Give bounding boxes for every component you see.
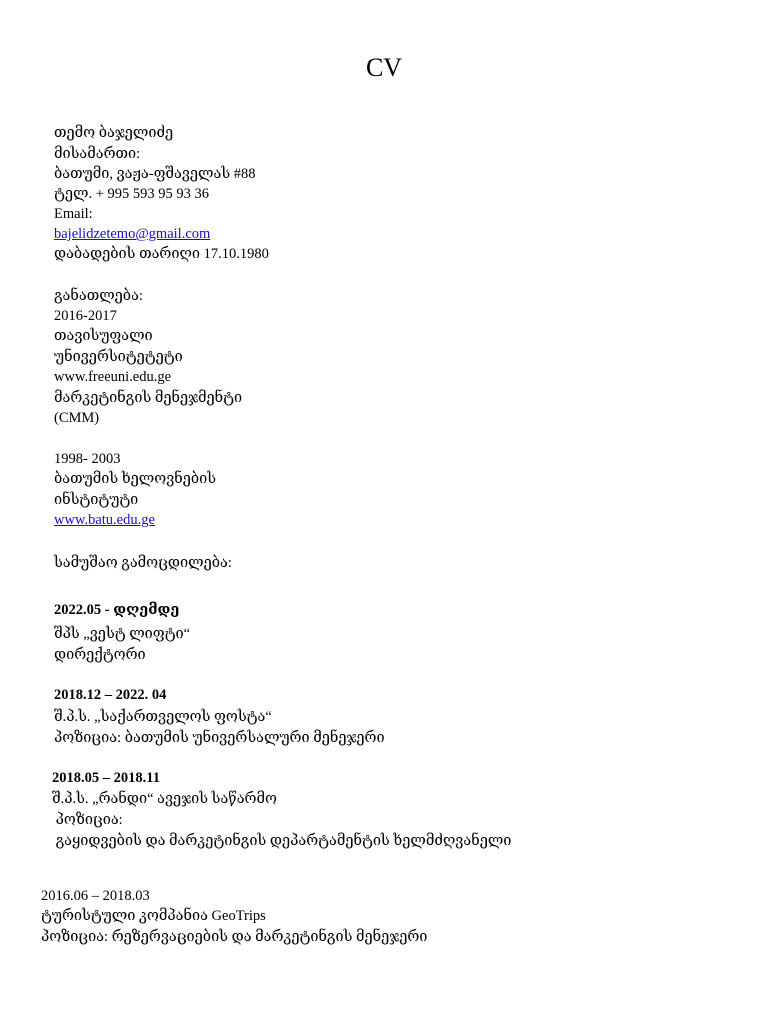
experience-line: პოზიცია:: [52, 812, 123, 828]
experience-period: 2016.06 – 2018.03: [41, 888, 150, 904]
experience-line: დირექტორი: [54, 647, 146, 663]
institute-website-link[interactable]: www.batu.edu.ge: [54, 512, 155, 528]
experience-line: პოზიცია: ბათუმის უნივერსალური მენეჯერი: [54, 730, 385, 746]
phone: ტელ. + 995 593 95 93 36: [54, 186, 209, 202]
experience-line: შ.პ.ს. „რანდი“ ავეჯის საწარმო: [52, 791, 277, 807]
experience-period: 2018.12 – 2022. 04: [54, 687, 167, 703]
address-label: მისამართი:: [54, 146, 141, 162]
address-value: ბათუმი, ვაჟა-ფშაველას #88: [54, 166, 256, 182]
education-line: (CMM): [54, 410, 100, 426]
education-years: 1998- 2003: [54, 451, 121, 467]
education-heading: განათლება:: [54, 288, 143, 304]
birth-date: დაბადების თარიღი 17.10.1980: [54, 246, 269, 262]
experience-line: შპს „ვესტ ლიფტი“: [54, 626, 191, 642]
experience-line: გაყიდვების და მარკეტინგის დეპარტამენტის ხელმძღვანელი: [52, 833, 512, 849]
education-line: თავისუფალი: [54, 328, 153, 344]
education-years: 2016-2017: [54, 308, 117, 324]
person-name: თემო ბაჯელიძე: [54, 125, 174, 141]
education-line: ინსტიტუტი: [54, 492, 139, 508]
experience-heading: სამუშაო გამოცდილება:: [54, 555, 232, 571]
email-label: Email:: [54, 206, 93, 222]
experience-period: 2018.05 – 2018.11: [52, 770, 160, 786]
experience-line: ტურისტული კომპანია GeoTrips: [41, 908, 266, 924]
email-link[interactable]: bajelidzetemo@gmail.com: [54, 226, 211, 242]
document-title: CV: [365, 53, 403, 82]
experience-period: 2022.05 - დღემდე: [54, 602, 180, 618]
experience-line: პოზიცია: რეზერვაციების და მარკეტინგის მენეჯერი: [41, 929, 428, 945]
education-line: უნივერსიტეტეტი: [54, 349, 183, 365]
education-line: მარკეტინგის მენეჯმენტი: [54, 390, 243, 406]
education-line: ბათუმის ხელოვნების: [54, 471, 217, 487]
experience-line: შ.პ.ს. „საქართველოს ფოსტა“: [54, 709, 272, 725]
education-line: www.freeuni.edu.ge: [54, 369, 172, 385]
